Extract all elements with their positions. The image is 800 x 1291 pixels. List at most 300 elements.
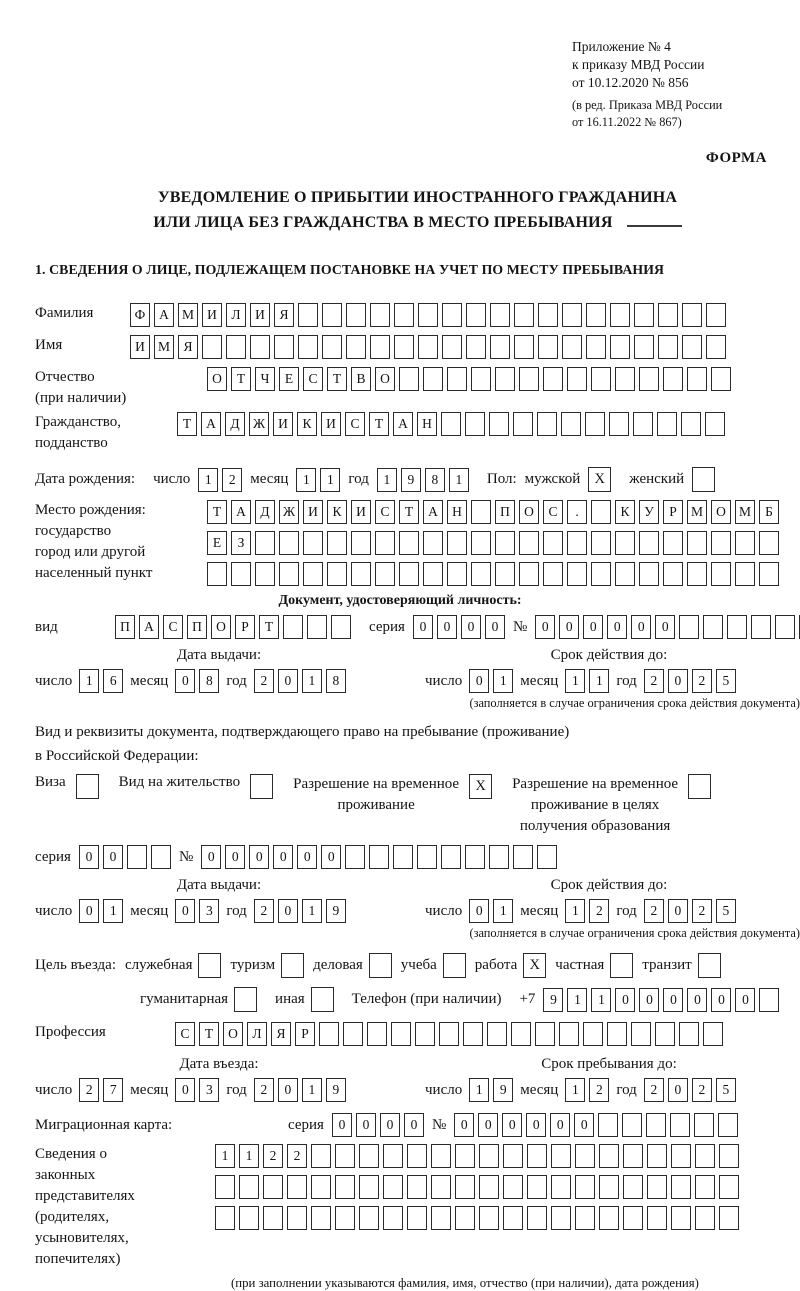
char-box[interactable] <box>346 335 366 359</box>
char-box[interactable] <box>562 303 582 327</box>
char-box[interactable] <box>490 335 510 359</box>
purpose-tourism-checkbox[interactable] <box>281 953 304 978</box>
char-box[interactable] <box>519 562 539 586</box>
char-box[interactable] <box>263 1206 283 1230</box>
char-box[interactable]: Т <box>327 367 347 391</box>
char-box[interactable] <box>263 1175 283 1199</box>
char-box[interactable]: К <box>615 500 635 524</box>
residence-permit-checkbox[interactable] <box>250 774 273 799</box>
char-box[interactable]: Р <box>295 1022 315 1046</box>
char-box[interactable] <box>609 412 629 436</box>
char-box[interactable] <box>535 1022 555 1046</box>
char-box[interactable] <box>455 1144 475 1168</box>
char-box[interactable]: 5 <box>716 1078 736 1102</box>
char-box[interactable]: 7 <box>103 1078 123 1102</box>
char-box[interactable] <box>599 1144 619 1168</box>
purpose-private-checkbox[interactable] <box>610 953 633 978</box>
char-box[interactable]: 1 <box>567 988 587 1012</box>
char-box[interactable] <box>543 367 563 391</box>
char-box[interactable] <box>503 1144 523 1168</box>
char-box[interactable] <box>465 845 485 869</box>
char-box[interactable] <box>226 335 246 359</box>
char-box[interactable]: Ф <box>130 303 150 327</box>
char-box[interactable]: 2 <box>692 669 712 693</box>
char-box[interactable] <box>646 1113 666 1137</box>
char-box[interactable] <box>359 1206 379 1230</box>
char-box[interactable]: 5 <box>716 899 736 923</box>
char-box[interactable]: Ж <box>279 500 299 524</box>
purpose-transit-checkbox[interactable] <box>698 953 721 978</box>
char-box[interactable]: О <box>207 367 227 391</box>
char-box[interactable] <box>465 412 485 436</box>
char-box[interactable] <box>567 531 587 555</box>
char-box[interactable]: 0 <box>103 845 123 869</box>
char-box[interactable] <box>407 1206 427 1230</box>
char-box[interactable] <box>538 335 558 359</box>
char-box[interactable] <box>490 303 510 327</box>
char-box[interactable]: 0 <box>278 1078 298 1102</box>
char-box[interactable]: А <box>154 303 174 327</box>
temp-residence-checkbox[interactable]: X <box>469 774 492 799</box>
char-box[interactable]: П <box>115 615 135 639</box>
char-box[interactable] <box>682 335 702 359</box>
char-box[interactable]: 0 <box>550 1113 570 1137</box>
char-box[interactable] <box>551 1175 571 1199</box>
char-box[interactable]: Т <box>369 412 389 436</box>
char-box[interactable] <box>658 335 678 359</box>
char-box[interactable] <box>319 1022 339 1046</box>
char-box[interactable] <box>615 531 635 555</box>
sex-male-checkbox[interactable]: X <box>588 467 611 492</box>
purpose-other-checkbox[interactable] <box>311 987 334 1012</box>
char-box[interactable] <box>585 412 605 436</box>
char-box[interactable] <box>634 335 654 359</box>
purpose-official-checkbox[interactable] <box>198 953 221 978</box>
char-box[interactable]: 0 <box>469 899 489 923</box>
char-box[interactable] <box>455 1175 475 1199</box>
char-box[interactable]: 0 <box>668 1078 688 1102</box>
char-box[interactable] <box>442 303 462 327</box>
char-box[interactable] <box>561 412 581 436</box>
char-box[interactable]: 3 <box>199 899 219 923</box>
char-box[interactable] <box>439 1022 459 1046</box>
char-box[interactable] <box>255 531 275 555</box>
char-box[interactable] <box>215 1206 235 1230</box>
char-box[interactable] <box>250 335 270 359</box>
char-box[interactable] <box>719 1144 739 1168</box>
char-box[interactable] <box>311 1206 331 1230</box>
char-box[interactable] <box>127 845 147 869</box>
char-box[interactable]: 1 <box>302 1078 322 1102</box>
char-box[interactable] <box>423 531 443 555</box>
char-box[interactable] <box>351 562 371 586</box>
char-box[interactable] <box>399 531 419 555</box>
char-box[interactable]: 0 <box>735 988 755 1012</box>
char-box[interactable] <box>471 500 491 524</box>
purpose-work-checkbox[interactable]: X <box>523 953 546 978</box>
char-box[interactable] <box>658 303 678 327</box>
char-box[interactable]: 1 <box>320 468 340 492</box>
char-box[interactable] <box>591 531 611 555</box>
char-box[interactable] <box>511 1022 531 1046</box>
char-box[interactable]: И <box>351 500 371 524</box>
char-box[interactable]: 1 <box>493 669 513 693</box>
char-box[interactable] <box>559 1022 579 1046</box>
char-box[interactable] <box>407 1175 427 1199</box>
char-box[interactable] <box>447 531 467 555</box>
char-box[interactable]: 8 <box>326 669 346 693</box>
char-box[interactable] <box>503 1175 523 1199</box>
char-box[interactable]: 0 <box>559 615 579 639</box>
char-box[interactable] <box>335 1206 355 1230</box>
char-box[interactable] <box>298 335 318 359</box>
char-box[interactable] <box>586 335 606 359</box>
purpose-study-checkbox[interactable] <box>443 953 466 978</box>
char-box[interactable] <box>307 615 327 639</box>
char-box[interactable] <box>551 1144 571 1168</box>
char-box[interactable]: 0 <box>278 669 298 693</box>
char-box[interactable] <box>471 531 491 555</box>
char-box[interactable]: 0 <box>607 615 627 639</box>
char-box[interactable] <box>663 367 683 391</box>
char-box[interactable] <box>442 335 462 359</box>
char-box[interactable] <box>679 1022 699 1046</box>
char-box[interactable] <box>706 303 726 327</box>
char-box[interactable]: 8 <box>425 468 445 492</box>
char-box[interactable] <box>455 1206 475 1230</box>
char-box[interactable]: З <box>231 531 251 555</box>
char-box[interactable]: О <box>211 615 231 639</box>
char-box[interactable]: И <box>130 335 150 359</box>
char-box[interactable] <box>407 1144 427 1168</box>
char-box[interactable]: 1 <box>198 468 218 492</box>
char-box[interactable]: 0 <box>249 845 269 869</box>
char-box[interactable] <box>359 1175 379 1199</box>
char-box[interactable]: 0 <box>655 615 675 639</box>
char-box[interactable]: 0 <box>175 669 195 693</box>
char-box[interactable] <box>527 1206 547 1230</box>
char-box[interactable]: 1 <box>565 899 585 923</box>
char-box[interactable]: 0 <box>485 615 505 639</box>
char-box[interactable] <box>383 1175 403 1199</box>
char-box[interactable] <box>466 303 486 327</box>
char-box[interactable] <box>311 1175 331 1199</box>
char-box[interactable]: 1 <box>302 669 322 693</box>
char-box[interactable]: С <box>543 500 563 524</box>
char-box[interactable]: 0 <box>380 1113 400 1137</box>
char-box[interactable] <box>322 303 342 327</box>
char-box[interactable] <box>543 531 563 555</box>
purpose-business-checkbox[interactable] <box>369 953 392 978</box>
char-box[interactable]: И <box>303 500 323 524</box>
char-box[interactable] <box>610 335 630 359</box>
char-box[interactable] <box>706 335 726 359</box>
char-box[interactable] <box>543 562 563 586</box>
char-box[interactable]: 2 <box>589 899 609 923</box>
char-box[interactable]: Н <box>447 500 467 524</box>
char-box[interactable]: Т <box>231 367 251 391</box>
char-box[interactable] <box>615 367 635 391</box>
char-box[interactable] <box>279 531 299 555</box>
char-box[interactable]: 1 <box>103 899 123 923</box>
char-box[interactable] <box>695 1175 715 1199</box>
char-box[interactable] <box>287 1206 307 1230</box>
char-box[interactable] <box>639 562 659 586</box>
char-box[interactable]: А <box>393 412 413 436</box>
char-box[interactable] <box>327 531 347 555</box>
char-box[interactable] <box>711 367 731 391</box>
char-box[interactable] <box>647 1206 667 1230</box>
char-box[interactable] <box>634 303 654 327</box>
char-box[interactable] <box>207 562 227 586</box>
char-box[interactable] <box>514 335 534 359</box>
char-box[interactable] <box>719 1175 739 1199</box>
char-box[interactable] <box>215 1175 235 1199</box>
char-box[interactable] <box>639 367 659 391</box>
char-box[interactable] <box>495 367 515 391</box>
char-box[interactable] <box>239 1206 259 1230</box>
char-box[interactable] <box>527 1175 547 1199</box>
char-box[interactable]: О <box>375 367 395 391</box>
char-box[interactable]: 0 <box>478 1113 498 1137</box>
char-box[interactable]: 0 <box>574 1113 594 1137</box>
char-box[interactable]: 0 <box>201 845 221 869</box>
char-box[interactable] <box>231 562 251 586</box>
char-box[interactable] <box>647 1144 667 1168</box>
char-box[interactable] <box>391 1022 411 1046</box>
char-box[interactable]: 1 <box>239 1144 259 1168</box>
char-box[interactable] <box>287 1175 307 1199</box>
sex-female-checkbox[interactable] <box>692 467 715 492</box>
char-box[interactable] <box>370 303 390 327</box>
char-box[interactable]: В <box>351 367 371 391</box>
char-box[interactable] <box>695 1144 715 1168</box>
char-box[interactable] <box>759 531 779 555</box>
char-box[interactable] <box>383 1206 403 1230</box>
char-box[interactable] <box>519 367 539 391</box>
char-box[interactable]: И <box>321 412 341 436</box>
char-box[interactable] <box>623 1206 643 1230</box>
char-box[interactable]: 0 <box>711 988 731 1012</box>
char-box[interactable] <box>598 1113 618 1137</box>
char-box[interactable] <box>431 1175 451 1199</box>
char-box[interactable] <box>705 412 725 436</box>
char-box[interactable]: 1 <box>493 899 513 923</box>
char-box[interactable] <box>567 562 587 586</box>
char-box[interactable]: Я <box>274 303 294 327</box>
char-box[interactable] <box>615 562 635 586</box>
char-box[interactable]: 2 <box>644 1078 664 1102</box>
char-box[interactable]: 0 <box>297 845 317 869</box>
char-box[interactable]: 9 <box>326 1078 346 1102</box>
char-box[interactable] <box>394 335 414 359</box>
char-box[interactable] <box>513 412 533 436</box>
char-box[interactable] <box>703 1022 723 1046</box>
char-box[interactable] <box>479 1206 499 1230</box>
char-box[interactable] <box>694 1113 714 1137</box>
char-box[interactable] <box>274 335 294 359</box>
char-box[interactable] <box>671 1175 691 1199</box>
char-box[interactable]: 1 <box>565 1078 585 1102</box>
char-box[interactable]: 2 <box>222 468 242 492</box>
char-box[interactable]: 0 <box>332 1113 352 1137</box>
char-box[interactable] <box>431 1144 451 1168</box>
edu-residence-checkbox[interactable] <box>688 774 711 799</box>
char-box[interactable]: 0 <box>461 615 481 639</box>
char-box[interactable] <box>370 335 390 359</box>
char-box[interactable]: 9 <box>401 468 421 492</box>
char-box[interactable] <box>671 1144 691 1168</box>
char-box[interactable]: И <box>250 303 270 327</box>
char-box[interactable] <box>719 1206 739 1230</box>
char-box[interactable] <box>670 1113 690 1137</box>
char-box[interactable] <box>335 1144 355 1168</box>
char-box[interactable] <box>471 367 491 391</box>
char-box[interactable]: 2 <box>589 1078 609 1102</box>
char-box[interactable] <box>695 1206 715 1230</box>
char-box[interactable] <box>657 412 677 436</box>
char-box[interactable]: П <box>187 615 207 639</box>
char-box[interactable] <box>647 1175 667 1199</box>
char-box[interactable]: 0 <box>225 845 245 869</box>
char-box[interactable]: И <box>273 412 293 436</box>
char-box[interactable]: Н <box>417 412 437 436</box>
char-box[interactable]: 0 <box>79 845 99 869</box>
char-box[interactable]: Д <box>225 412 245 436</box>
char-box[interactable]: Т <box>177 412 197 436</box>
char-box[interactable]: 0 <box>631 615 651 639</box>
char-box[interactable]: С <box>163 615 183 639</box>
char-box[interactable]: 0 <box>175 899 195 923</box>
char-box[interactable] <box>283 615 303 639</box>
char-box[interactable]: 1 <box>302 899 322 923</box>
char-box[interactable] <box>345 845 365 869</box>
char-box[interactable] <box>681 412 701 436</box>
char-box[interactable] <box>255 562 275 586</box>
char-box[interactable] <box>623 1175 643 1199</box>
char-box[interactable]: 2 <box>692 899 712 923</box>
char-box[interactable]: 0 <box>663 988 683 1012</box>
char-box[interactable]: 0 <box>356 1113 376 1137</box>
char-box[interactable] <box>759 562 779 586</box>
char-box[interactable]: Т <box>207 500 227 524</box>
char-box[interactable]: О <box>519 500 539 524</box>
char-box[interactable]: 2 <box>644 899 664 923</box>
char-box[interactable] <box>298 303 318 327</box>
char-box[interactable] <box>239 1175 259 1199</box>
char-box[interactable] <box>735 531 755 555</box>
char-box[interactable]: . <box>567 500 587 524</box>
char-box[interactable]: П <box>495 500 515 524</box>
char-box[interactable]: 0 <box>79 899 99 923</box>
char-box[interactable] <box>343 1022 363 1046</box>
char-box[interactable] <box>447 367 467 391</box>
char-box[interactable] <box>489 845 509 869</box>
char-box[interactable] <box>759 988 779 1012</box>
char-box[interactable] <box>514 303 534 327</box>
char-box[interactable] <box>735 562 755 586</box>
char-box[interactable] <box>415 1022 435 1046</box>
char-box[interactable] <box>463 1022 483 1046</box>
char-box[interactable] <box>687 531 707 555</box>
char-box[interactable] <box>513 845 533 869</box>
char-box[interactable] <box>311 1144 331 1168</box>
char-box[interactable] <box>591 500 611 524</box>
char-box[interactable]: 1 <box>469 1078 489 1102</box>
char-box[interactable] <box>639 531 659 555</box>
char-box[interactable]: Т <box>199 1022 219 1046</box>
char-box[interactable] <box>279 562 299 586</box>
char-box[interactable] <box>671 1206 691 1230</box>
char-box[interactable]: А <box>423 500 443 524</box>
char-box[interactable]: 1 <box>296 468 316 492</box>
char-box[interactable] <box>775 615 795 639</box>
char-box[interactable] <box>711 531 731 555</box>
char-box[interactable] <box>303 531 323 555</box>
char-box[interactable] <box>575 1144 595 1168</box>
char-box[interactable]: М <box>154 335 174 359</box>
char-box[interactable]: Р <box>663 500 683 524</box>
char-box[interactable]: 6 <box>103 669 123 693</box>
char-box[interactable]: 2 <box>254 1078 274 1102</box>
char-box[interactable]: Б <box>759 500 779 524</box>
char-box[interactable]: 1 <box>79 669 99 693</box>
char-box[interactable] <box>489 412 509 436</box>
char-box[interactable]: Е <box>279 367 299 391</box>
char-box[interactable]: 0 <box>469 669 489 693</box>
char-box[interactable] <box>551 1206 571 1230</box>
char-box[interactable]: М <box>687 500 707 524</box>
char-box[interactable]: К <box>297 412 317 436</box>
char-box[interactable]: С <box>345 412 365 436</box>
char-box[interactable]: 5 <box>716 669 736 693</box>
char-box[interactable] <box>599 1206 619 1230</box>
char-box[interactable] <box>351 531 371 555</box>
char-box[interactable]: 1 <box>377 468 397 492</box>
char-box[interactable]: М <box>178 303 198 327</box>
char-box[interactable]: 9 <box>493 1078 513 1102</box>
char-box[interactable] <box>718 1113 738 1137</box>
char-box[interactable]: 1 <box>449 468 469 492</box>
char-box[interactable] <box>367 1022 387 1046</box>
char-box[interactable] <box>303 562 323 586</box>
char-box[interactable] <box>503 1206 523 1230</box>
char-box[interactable] <box>431 1206 451 1230</box>
char-box[interactable] <box>751 615 771 639</box>
char-box[interactable]: 0 <box>502 1113 522 1137</box>
char-box[interactable] <box>369 845 389 869</box>
char-box[interactable]: Ж <box>249 412 269 436</box>
char-box[interactable]: 0 <box>687 988 707 1012</box>
char-box[interactable]: 0 <box>278 899 298 923</box>
char-box[interactable]: А <box>201 412 221 436</box>
char-box[interactable]: 0 <box>668 669 688 693</box>
char-box[interactable] <box>423 367 443 391</box>
char-box[interactable] <box>567 367 587 391</box>
char-box[interactable] <box>375 562 395 586</box>
char-box[interactable]: И <box>202 303 222 327</box>
char-box[interactable] <box>682 303 702 327</box>
char-box[interactable]: 0 <box>437 615 457 639</box>
char-box[interactable] <box>679 615 699 639</box>
char-box[interactable] <box>586 303 606 327</box>
char-box[interactable] <box>663 562 683 586</box>
char-box[interactable]: 0 <box>454 1113 474 1137</box>
char-box[interactable] <box>383 1144 403 1168</box>
char-box[interactable] <box>346 303 366 327</box>
char-box[interactable] <box>447 562 467 586</box>
char-box[interactable]: 1 <box>591 988 611 1012</box>
